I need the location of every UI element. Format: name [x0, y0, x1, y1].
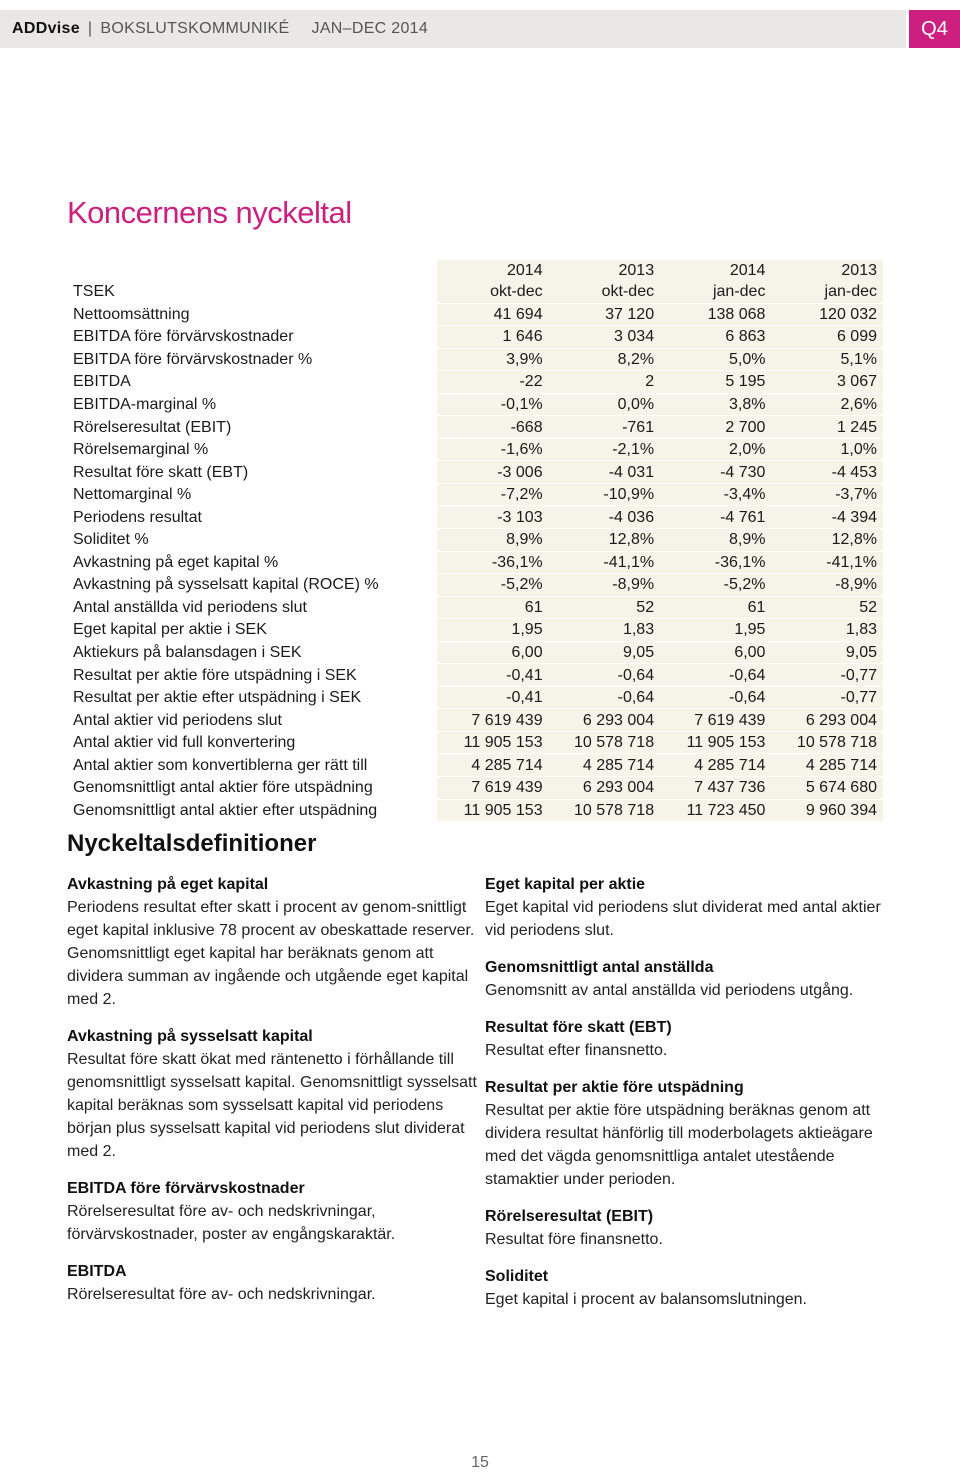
value-cell: 1,83 — [771, 619, 883, 642]
table-row — [67, 506, 883, 529]
table-row — [67, 529, 883, 552]
table-row — [67, 303, 883, 326]
value-cell: -0,41 — [437, 686, 548, 709]
value-cell: 4 285 714 — [549, 754, 661, 777]
definition-item — [485, 956, 905, 1002]
value-cell: 6 293 004 — [771, 709, 883, 732]
value-cell: 8,2% — [549, 348, 661, 371]
value-cell: 2 700 — [660, 416, 771, 439]
value-cell: 5 674 680 — [771, 777, 883, 800]
definition-text: Resultat per aktie före utspädning beräknas genom att dividera resultat hänförlig till moderbolagets aktieägare med det vägda genomsnittliga antalet utestående stamaktier under perioden. — [485, 1102, 873, 1188]
value-cell: 11 723 450 — [660, 799, 771, 822]
value-cell: -8,9% — [771, 574, 883, 597]
header-year: 2014 — [660, 260, 771, 281]
value-cell: 41 694 — [437, 303, 548, 326]
value-cell: -668 — [437, 416, 548, 439]
value-cell: 1,95 — [660, 619, 771, 642]
value-cell: -3 103 — [437, 506, 548, 529]
table-row — [67, 664, 883, 687]
value-cell: -36,1% — [437, 551, 548, 574]
definition-item — [485, 1016, 905, 1062]
unit-label: TSEK — [67, 281, 437, 303]
value-cell: 3,9% — [437, 348, 548, 371]
table-row — [67, 438, 883, 461]
value-cell: 7 437 736 — [660, 777, 771, 800]
value-cell: -4 730 — [660, 461, 771, 484]
definition-text: Eget kapital i procent av balansomslutningen. — [485, 1291, 807, 1308]
definition-text: Rörelseresultat före av- och nedskrivningar. — [67, 1286, 376, 1303]
value-cell: -36,1% — [660, 551, 771, 574]
kpi-table — [67, 260, 883, 822]
value-cell: -0,1% — [437, 393, 548, 416]
row-label: Resultat före skatt (EBT) — [67, 461, 437, 484]
value-cell: 5 195 — [660, 371, 771, 394]
value-cell: 4 285 714 — [771, 754, 883, 777]
value-cell: 11 905 153 — [437, 799, 548, 822]
value-cell: -0,64 — [549, 664, 661, 687]
value-cell: 3 034 — [549, 326, 661, 349]
report-period: JAN–DEC 2014 — [311, 20, 429, 37]
table-row — [67, 416, 883, 439]
row-label: Aktiekurs på balansdagen i SEK — [67, 641, 437, 664]
value-cell: -41,1% — [549, 551, 661, 574]
value-cell: 12,8% — [549, 529, 661, 552]
definition-item — [485, 1205, 905, 1251]
value-cell: -4 761 — [660, 506, 771, 529]
value-cell: 1,0% — [771, 438, 883, 461]
value-cell: 52 — [771, 596, 883, 619]
header-separator: | — [87, 20, 93, 37]
value-cell: 2,6% — [771, 393, 883, 416]
table-row — [67, 483, 883, 506]
value-cell: -4 031 — [549, 461, 661, 484]
value-cell: -5,2% — [437, 574, 548, 597]
table-row — [67, 574, 883, 597]
definition-term: Avkastning på eget kapital — [67, 876, 269, 893]
definition-term: Genomsnittligt antal anställda — [485, 959, 714, 976]
value-cell: 10 578 718 — [549, 731, 661, 754]
table-row — [67, 371, 883, 394]
value-cell: 1,83 — [549, 619, 661, 642]
definition-term: Resultat per aktie före utspädning — [485, 1079, 744, 1096]
table-row — [67, 461, 883, 484]
value-cell: 5,0% — [660, 348, 771, 371]
definition-item — [67, 1177, 477, 1246]
value-cell: 6 293 004 — [549, 777, 661, 800]
table-row — [67, 709, 883, 732]
row-label: EBITDA före förvärvskostnader — [67, 326, 437, 349]
definition-text: Resultat före finansnetto. — [485, 1231, 663, 1248]
value-cell: 6 293 004 — [549, 709, 661, 732]
value-cell: -4 036 — [549, 506, 661, 529]
page-title: Koncernens nyckeltal — [67, 195, 352, 230]
value-cell: 52 — [549, 596, 661, 619]
row-label: Genomsnittligt antal aktier efter utspädning — [67, 799, 437, 822]
table-row — [67, 641, 883, 664]
value-cell: 6 099 — [771, 326, 883, 349]
value-cell: 4 285 714 — [660, 754, 771, 777]
definition-item — [67, 873, 477, 1011]
row-label: Antal aktier vid full konvertering — [67, 731, 437, 754]
value-cell: 7 619 439 — [437, 709, 548, 732]
value-cell: -0,64 — [660, 686, 771, 709]
value-cell: -5,2% — [660, 574, 771, 597]
value-cell: -761 — [549, 416, 661, 439]
value-cell: 3,8% — [660, 393, 771, 416]
value-cell: 8,9% — [437, 529, 548, 552]
table-row — [67, 551, 883, 574]
value-cell: -22 — [437, 371, 548, 394]
table-row — [67, 777, 883, 800]
row-label: EBITDA-marginal % — [67, 393, 437, 416]
header-year: 2014 — [437, 260, 548, 281]
table-row — [67, 754, 883, 777]
table-header-years — [67, 260, 883, 281]
header-period: jan-dec — [771, 281, 883, 303]
row-label: Avkastning på sysselsatt kapital (ROCE) % — [67, 574, 437, 597]
value-cell: 2,0% — [660, 438, 771, 461]
definition-term: Avkastning på sysselsatt kapital — [67, 1028, 313, 1045]
table-row — [67, 686, 883, 709]
header-empty-cell — [67, 260, 437, 281]
row-label: Genomsnittligt antal aktier före utspädning — [67, 777, 437, 800]
value-cell: -2,1% — [549, 438, 661, 461]
definition-term: EBITDA — [67, 1263, 127, 1280]
definition-text: Resultat före skatt ökat med räntenetto i förhållande till genomsnittligt sysselsatt kapital. Genomsnittligt sysselsatt kapital beräknas som sysselsatt kapital vid periodens början plus sysselsatt kapital vid periodens slut dividerat med 2. — [67, 1051, 477, 1160]
definition-item — [485, 873, 905, 942]
value-cell: 120 032 — [771, 303, 883, 326]
row-label: Avkastning på eget kapital % — [67, 551, 437, 574]
value-cell: -4 394 — [771, 506, 883, 529]
header-year: 2013 — [771, 260, 883, 281]
value-cell: 61 — [437, 596, 548, 619]
definitions-title: Nyckeltalsdefinitioner — [67, 830, 317, 857]
value-cell: 1,95 — [437, 619, 548, 642]
value-cell: 6 863 — [660, 326, 771, 349]
row-label: Antal aktier vid periodens slut — [67, 709, 437, 732]
document-type: BOKSLUTSKOMMUNIKÉ — [100, 20, 290, 37]
value-cell: 5,1% — [771, 348, 883, 371]
header-period: okt-dec — [549, 281, 661, 303]
row-label: Nettomarginal % — [67, 483, 437, 506]
definition-item — [485, 1265, 905, 1311]
value-cell: -0,64 — [660, 664, 771, 687]
value-cell: -0,77 — [771, 686, 883, 709]
table-header-periods — [67, 281, 883, 303]
value-cell: 11 905 153 — [437, 731, 548, 754]
definition-term: Soliditet — [485, 1268, 549, 1285]
value-cell: -0,77 — [771, 664, 883, 687]
definition-text: Rörelseresultat före av- och nedskrivningar, förvärvskostnader, poster av engångskaraktär. — [67, 1203, 396, 1243]
value-cell: 9,05 — [771, 641, 883, 664]
value-cell: -8,9% — [549, 574, 661, 597]
table-row — [67, 619, 883, 642]
page-number: 15 — [471, 1454, 489, 1471]
definition-item — [67, 1025, 477, 1163]
row-label: Soliditet % — [67, 529, 437, 552]
value-cell: -0,41 — [437, 664, 548, 687]
value-cell: -4 453 — [771, 461, 883, 484]
table-row — [67, 393, 883, 416]
row-label: EBITDA före förvärvskostnader % — [67, 348, 437, 371]
value-cell: -3 006 — [437, 461, 548, 484]
value-cell: 1 646 — [437, 326, 548, 349]
row-label: Nettoomsättning — [67, 303, 437, 326]
value-cell: 10 578 718 — [771, 731, 883, 754]
header-period: jan-dec — [660, 281, 771, 303]
company-brand: ADDvise — [12, 20, 80, 37]
table-row — [67, 348, 883, 371]
definition-text: Resultat efter finansnetto. — [485, 1042, 668, 1059]
row-label: EBITDA — [67, 371, 437, 394]
report-header — [0, 10, 906, 48]
value-cell: 8,9% — [660, 529, 771, 552]
value-cell: 3 067 — [771, 371, 883, 394]
row-label: Rörelseresultat (EBIT) — [67, 416, 437, 439]
value-cell: -41,1% — [771, 551, 883, 574]
header-year: 2013 — [549, 260, 661, 281]
row-label: Antal aktier som konvertiblerna ger rätt till — [67, 754, 437, 777]
value-cell: 1 245 — [771, 416, 883, 439]
definition-term: Rörelseresultat (EBIT) — [485, 1208, 654, 1225]
value-cell: 12,8% — [771, 529, 883, 552]
value-cell: -1,6% — [437, 438, 548, 461]
row-label: Periodens resultat — [67, 506, 437, 529]
definition-item — [67, 1260, 477, 1306]
value-cell: 11 905 153 — [660, 731, 771, 754]
value-cell: -7,2% — [437, 483, 548, 506]
table-row — [67, 799, 883, 822]
value-cell: 10 578 718 — [549, 799, 661, 822]
definition-text: Genomsnitt av antal anställda vid periodens utgång. — [485, 982, 854, 999]
value-cell: -10,9% — [549, 483, 661, 506]
table-row — [67, 596, 883, 619]
value-cell: 6,00 — [660, 641, 771, 664]
row-label: Resultat per aktie före utspädning i SEK — [67, 664, 437, 687]
row-label: Eget kapital per aktie i SEK — [67, 619, 437, 642]
value-cell: 9 960 394 — [771, 799, 883, 822]
value-cell: 4 285 714 — [437, 754, 548, 777]
value-cell: 6,00 — [437, 641, 548, 664]
value-cell: 0,0% — [549, 393, 661, 416]
definition-text: Periodens resultat efter skatt i procent av genom-snittligt eget kapital inklusive 78 procent av obeskattade reserver. Genomsnittligt eget kapital har beräknats genom att dividera summan av ingående och utgående eget kapital med 2. — [67, 899, 475, 1008]
value-cell: 61 — [660, 596, 771, 619]
value-cell: -3,4% — [660, 483, 771, 506]
definitions-right-column — [485, 873, 905, 1325]
definition-term: EBITDA före förvärvskostnader — [67, 1180, 305, 1197]
table-row — [67, 326, 883, 349]
value-cell: -0,64 — [549, 686, 661, 709]
row-label: Resultat per aktie efter utspädning i SEK — [67, 686, 437, 709]
definition-text: Eget kapital vid periodens slut dividerat med antal aktier vid periodens slut. — [485, 899, 881, 939]
value-cell: 9,05 — [549, 641, 661, 664]
value-cell: -3,7% — [771, 483, 883, 506]
quarter-badge: Q4 — [909, 10, 960, 48]
definition-term: Resultat före skatt (EBT) — [485, 1019, 672, 1036]
definitions-left-column — [67, 873, 477, 1320]
header-period: okt-dec — [437, 281, 548, 303]
value-cell: 7 619 439 — [437, 777, 548, 800]
value-cell: 138 068 — [660, 303, 771, 326]
row-label: Rörelsemarginal % — [67, 438, 437, 461]
value-cell: 7 619 439 — [660, 709, 771, 732]
definition-term: Eget kapital per aktie — [485, 876, 646, 893]
table-row — [67, 731, 883, 754]
value-cell: 2 — [549, 371, 661, 394]
value-cell: 37 120 — [549, 303, 661, 326]
definition-item — [485, 1076, 905, 1191]
row-label: Antal anställda vid periodens slut — [67, 596, 437, 619]
